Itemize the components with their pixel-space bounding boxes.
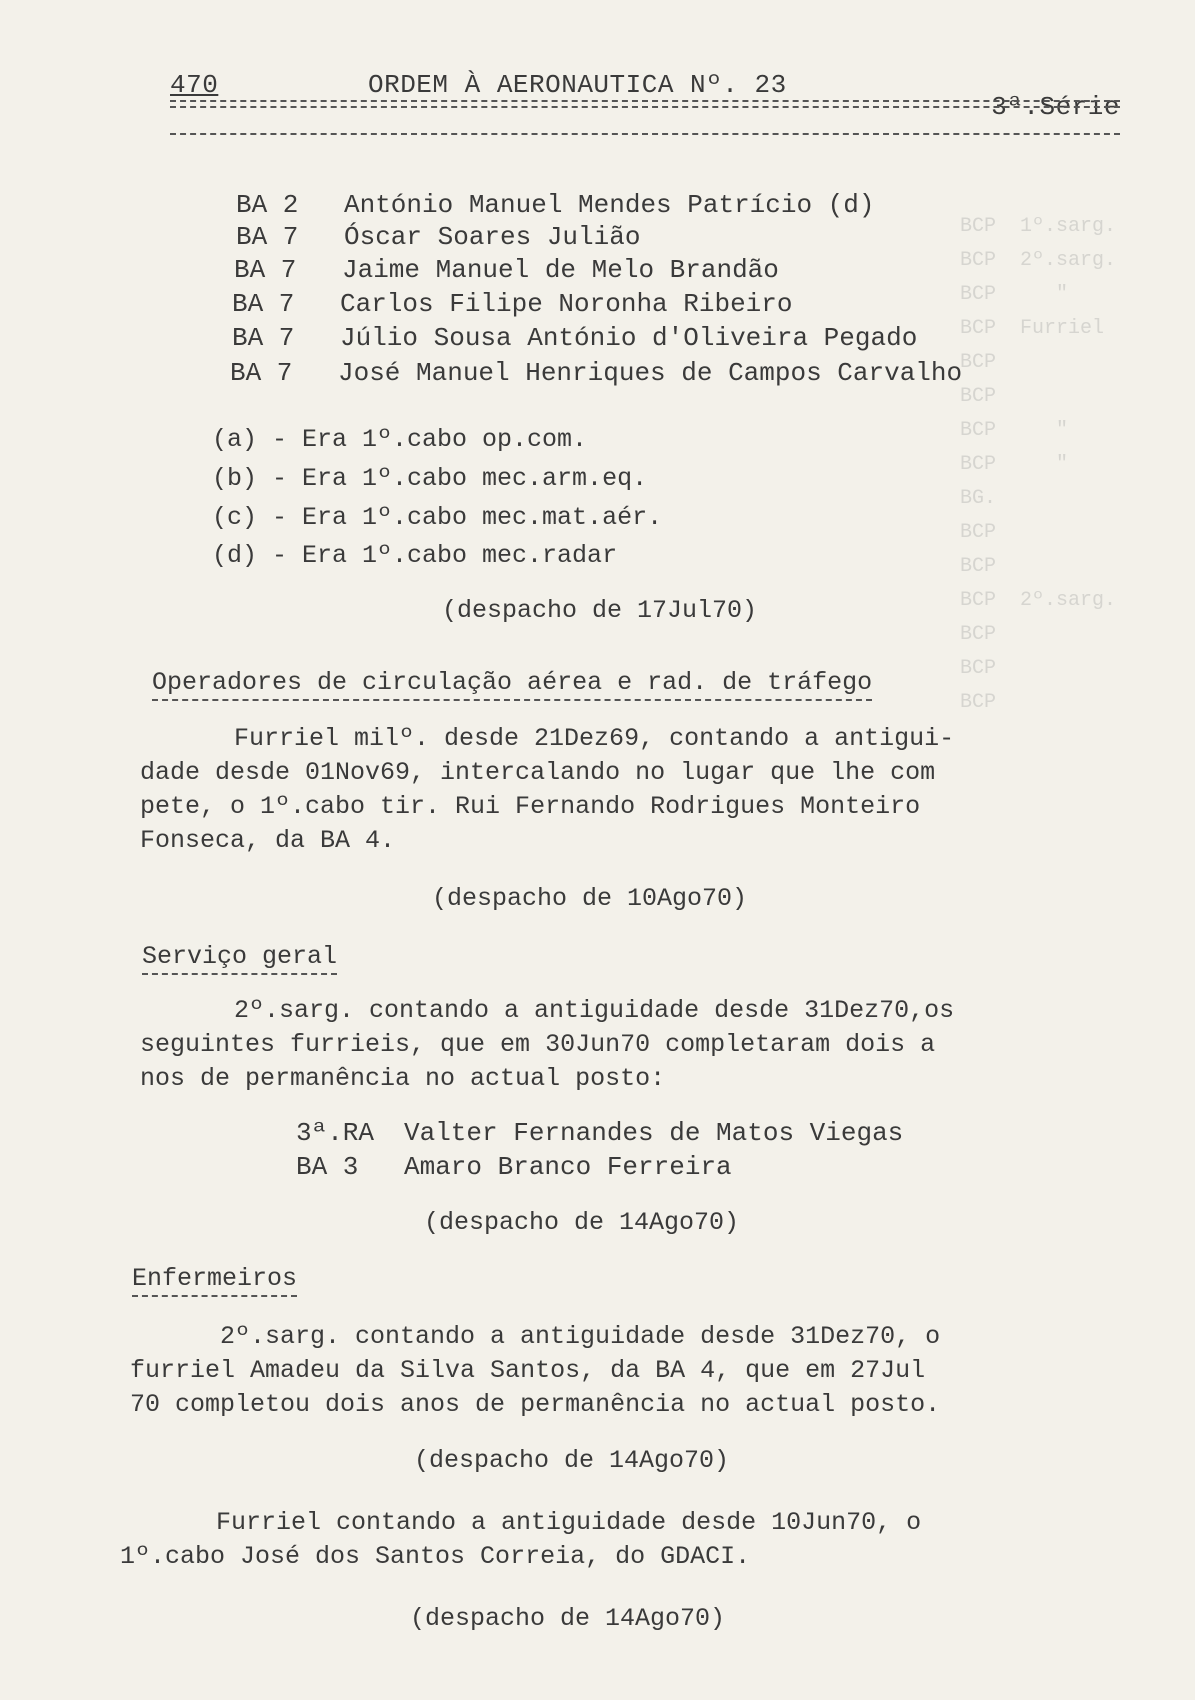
document-title: ORDEM À AERONAUTICA Nº. 23: [368, 70, 787, 100]
footnote-c: (c) - Era 1º.cabo mec.mat.aér.: [212, 503, 663, 532]
list-item: 3ª.RA Valter Fernandes de Matos Viegas: [296, 1118, 904, 1148]
paragraph-line: furriel Amadeu da Silva Santos, da BA 4, que em 27Jul: [130, 1356, 926, 1385]
section-heading-operadores: Operadores de circulação aérea e rad. de tráfego: [152, 668, 872, 701]
page-number: 470: [170, 70, 219, 100]
paragraph-line: Furriel milº. desde 21Dez69, contando a antigui-: [234, 724, 955, 753]
list-item: BA 7 José Manuel Henriques de Campos Carvalho: [230, 358, 963, 388]
paragraph-servico-geral: [140, 994, 954, 1096]
header-rule-middle: [170, 106, 1120, 108]
list-item: BA 7 Óscar Soares Julião: [236, 222, 641, 252]
paragraph-line: 2º.sarg. contando a antiguidade desde 31Dez70, o: [220, 1322, 941, 1351]
footnote-a: (a) - Era 1º.cabo op.com.: [212, 425, 588, 454]
dispatch-note: (despacho de 14Ago70): [410, 1604, 726, 1633]
paragraph-line: seguintes furrieis, que em 30Jun70 completaram dois a: [140, 1030, 936, 1059]
footnote-d: (d) - Era 1º.cabo mec.radar: [212, 541, 618, 570]
list-item: BA 3 Amaro Branco Ferreira: [296, 1152, 732, 1182]
dispatch-note: (despacho de 10Ago70): [432, 884, 748, 913]
paragraph-line: dade desde 01Nov69, intercalando no lugar que lhe com: [140, 758, 936, 787]
list-item: BA 7 Carlos Filipe Noronha Ribeiro: [232, 289, 793, 319]
paragraph-line: 2º.sarg. contando a antiguidade desde 31Dez70,os: [234, 996, 955, 1025]
header-rule-top: [170, 100, 1120, 102]
list-item: BA 7 Júlio Sousa António d'Oliveira Pegado: [232, 323, 918, 353]
section-heading-servico-geral: Serviço geral: [142, 942, 337, 975]
paragraph-line: nos de permanência no actual posto:: [140, 1064, 666, 1093]
list-item: BA 7 Jaime Manuel de Melo Brandão: [234, 255, 779, 285]
paragraph-operadores: [140, 722, 954, 858]
paragraph-line: Furriel contando a antiguidade desde 10Jun70, o: [216, 1508, 922, 1537]
bleed-through-text: BCP 1º.sarg. BCP 2º.sarg. BCP " BCP Furriel BCP BCP BCP " BCP " BG. BCP BCP BCP 2º.sarg. BCP BCP BCP: [960, 215, 1117, 714]
list-item: BA 2 António Manuel Mendes Patrício (d): [236, 190, 875, 220]
paragraph-enfermeiros-2: [120, 1506, 921, 1574]
paragraph-line: 70 completou dois anos de permanência no actual posto.: [130, 1390, 941, 1419]
paragraph-line: pete, o 1º.cabo tir. Rui Fernando Rodrigues Monteiro: [140, 792, 921, 821]
footnote-b: (b) - Era 1º.cabo mec.arm.eq.: [212, 464, 648, 493]
paragraph-enfermeiros-1: [130, 1320, 940, 1422]
dispatch-note: (despacho de 14Ago70): [414, 1446, 730, 1475]
series-label: 3ª.Série: [991, 92, 1120, 122]
dispatch-note: (despacho de 14Ago70): [424, 1208, 740, 1237]
section-heading-enfermeiros: Enfermeiros: [132, 1264, 297, 1297]
header-rule-bottom: [170, 133, 1120, 135]
paragraph-line: 1º.cabo José dos Santos Correia, do GDACI.: [120, 1542, 751, 1571]
paragraph-line: Fonseca, da BA 4.: [140, 826, 396, 855]
dispatch-note: (despacho de 17Jul70): [442, 596, 758, 625]
